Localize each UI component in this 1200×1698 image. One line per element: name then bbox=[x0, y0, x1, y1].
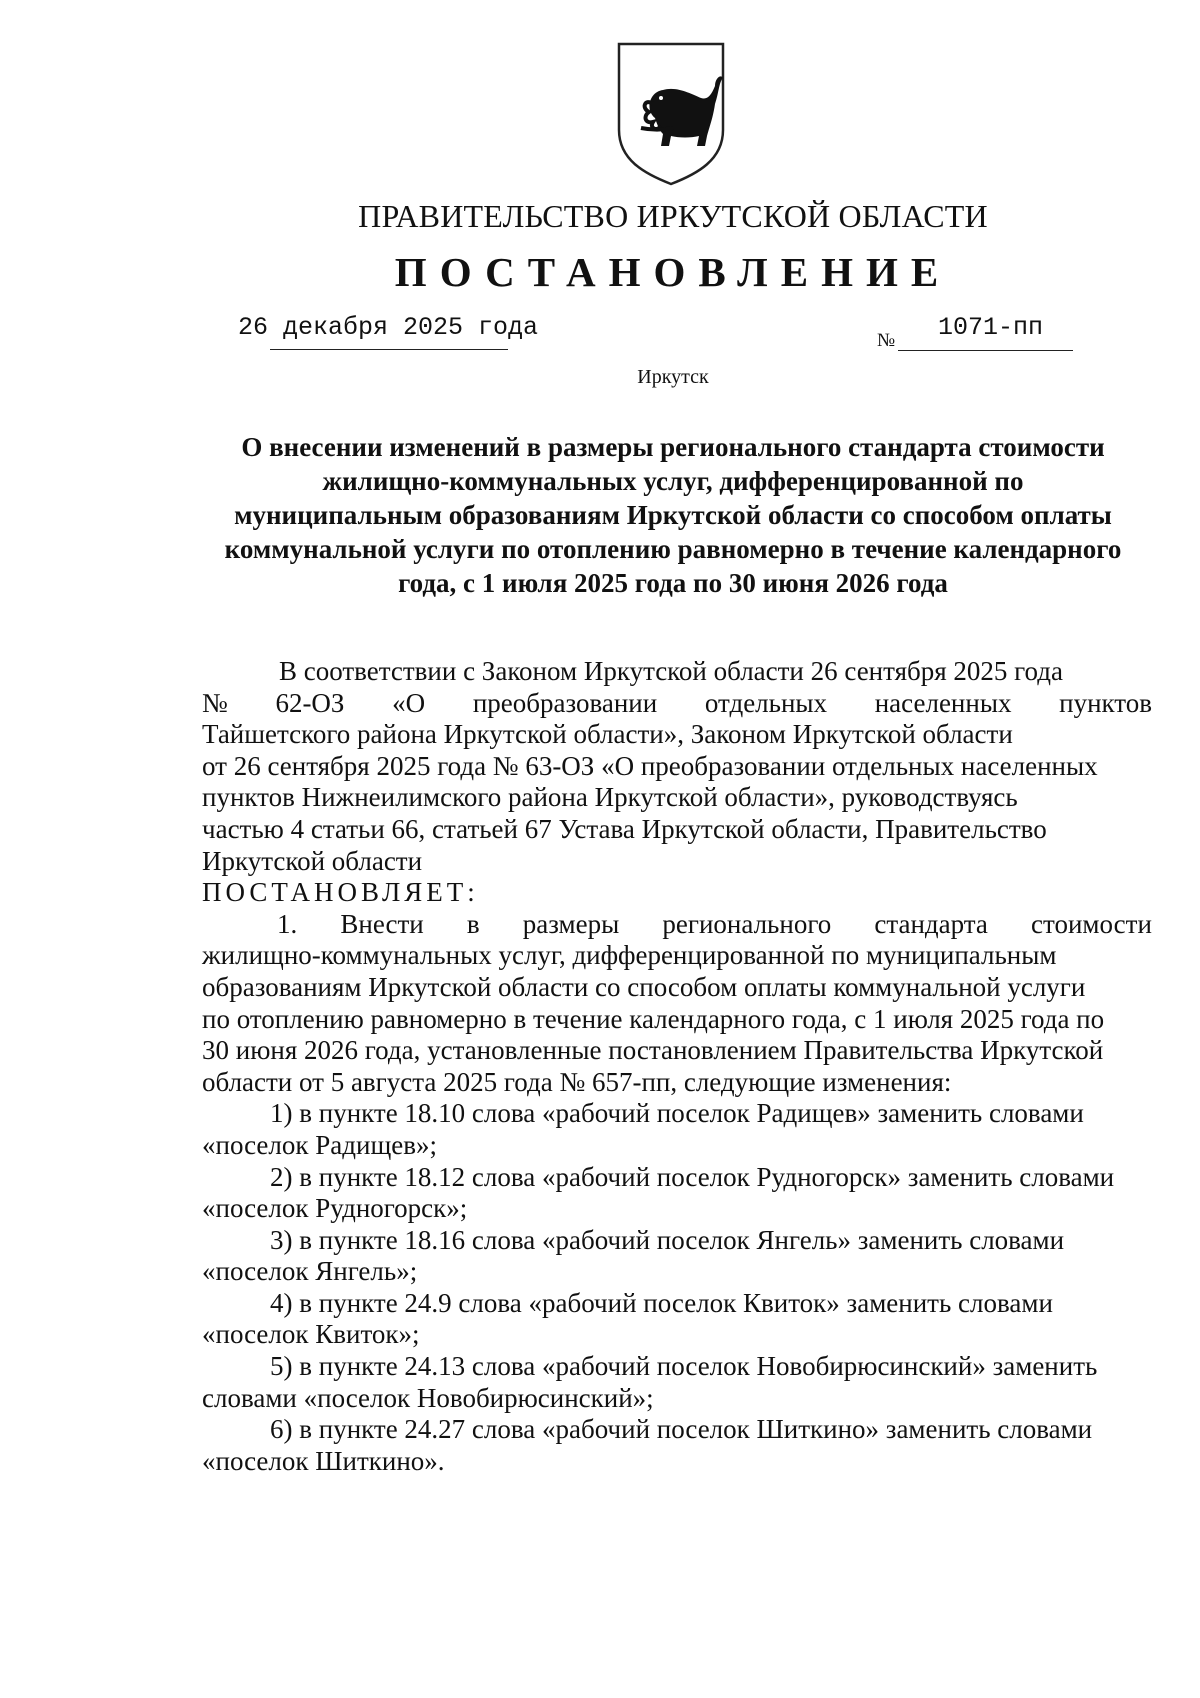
babr-emblem-icon bbox=[611, 38, 731, 186]
title-line: муниципальным образованиям Иркутской области со способом оплаты bbox=[234, 500, 1112, 530]
preamble-line: Иркутской области bbox=[202, 845, 423, 876]
subitem-1-line2: «поселок Радищев»; bbox=[202, 1129, 437, 1160]
word: регионального bbox=[662, 908, 832, 939]
word: в bbox=[466, 908, 480, 939]
city-name: Иркутск bbox=[637, 366, 709, 388]
subitem-6-line2: «поселок Шиткино». bbox=[202, 1445, 445, 1476]
subitem-5-line1: 5) в пункте 24.13 слова «рабочий поселок Новобирюсинский» заменить bbox=[270, 1351, 1098, 1382]
word: пунктов bbox=[1059, 687, 1152, 718]
word: размеры bbox=[522, 908, 620, 939]
resolves-heading: ПОСТАНОВЛЯЕТ: bbox=[202, 877, 479, 908]
document-type-heading: ПОСТАНОВЛЕНИЕ bbox=[394, 249, 952, 295]
coat-of-arms-emblem bbox=[611, 38, 731, 186]
title-line: О внесении изменений в размеры регионального стандарта стоимости bbox=[241, 432, 1105, 462]
number-underline bbox=[898, 350, 1073, 351]
number-sign: № bbox=[877, 330, 896, 351]
document-body bbox=[202, 656, 1152, 1477]
item1-line: области от 5 августа 2025 года № 657-пп, следующие изменения: bbox=[202, 1066, 952, 1097]
document-number: 1071-пп bbox=[938, 313, 1044, 342]
item1-justified-line bbox=[202, 909, 1152, 941]
preamble-line: пунктов Нижнеилимского района Иркутской области», руководствуясь bbox=[202, 782, 1018, 813]
word: населенных bbox=[874, 687, 1012, 718]
item1-line: жилищно-коммунальных услуг, дифференцированной по муниципальным bbox=[202, 940, 1057, 971]
subitem-6-line1: 6) в пункте 24.27 слова «рабочий поселок Шиткино» заменить словами bbox=[270, 1414, 1093, 1445]
word: стоимости bbox=[1031, 908, 1152, 939]
word: № bbox=[202, 687, 228, 718]
word: преобразовании bbox=[472, 687, 658, 718]
date-underline bbox=[270, 349, 508, 350]
subitem-3-line1: 3) в пункте 18.16 слова «рабочий поселок Янгель» заменить словами bbox=[270, 1224, 1065, 1255]
preamble-line: Тайшетского района Иркутской области», Законом Иркутской области bbox=[202, 719, 1013, 750]
word: отдельных bbox=[704, 687, 828, 718]
title-line: коммунальной услуги по отоплению равномерно в течение календарного bbox=[224, 534, 1122, 564]
word: «О bbox=[392, 687, 426, 718]
preamble-line: В соответствии с Законом Иркутской области 26 сентября 2025 года bbox=[279, 656, 1063, 686]
subitem-2-line1: 2) в пункте 18.12 слова «рабочий поселок Рудногорск» заменить словами bbox=[270, 1161, 1115, 1192]
item1-line: по отоплению равномерно в течение календарного года, с 1 июля 2025 года по bbox=[202, 1003, 1105, 1034]
subitem-4-line1: 4) в пункте 24.9 слова «рабочий поселок Квиток» заменить словами bbox=[270, 1287, 1053, 1318]
document-title bbox=[180, 430, 1166, 600]
item1-line: 30 июня 2026 года, установленные постановлением Правительства Иркутской bbox=[202, 1035, 1104, 1066]
document-date-text: 26 декабря 2025 года bbox=[238, 313, 539, 342]
organization-name: ПРАВИТЕЛЬСТВО ИРКУТСКОЙ ОБЛАСТИ bbox=[358, 198, 988, 234]
word: 62-ОЗ bbox=[275, 687, 345, 718]
item1-line: образованиям Иркутской области со способом оплаты коммунальной услуги bbox=[202, 971, 1086, 1002]
subitem-1-line1: 1) в пункте 18.10 слова «рабочий поселок Радищев» заменить словами bbox=[270, 1098, 1084, 1129]
word: Внести bbox=[340, 908, 424, 939]
preamble-line: от 26 сентября 2025 года № 63-ОЗ «О преобразовании отдельных населенных bbox=[202, 750, 1098, 781]
preamble-line: частью 4 статьи 66, статьей 67 Устава Иркутской области, Правительство bbox=[202, 813, 1047, 844]
title-line: года, с 1 июля 2025 года по 30 июня 2026 года bbox=[398, 568, 948, 598]
subitem-5-line2: словами «поселок Новобирюсинский»; bbox=[202, 1382, 654, 1413]
subitem-3-line2: «поселок Янгель»; bbox=[202, 1256, 418, 1287]
title-line: жилищно-коммунальных услуг, дифференцированной по bbox=[322, 466, 1024, 496]
word: 1. bbox=[277, 908, 298, 939]
document-date bbox=[238, 313, 539, 351]
preamble-justified-line bbox=[202, 688, 1152, 720]
subitem-2-line2: «поселок Рудногорск»; bbox=[202, 1193, 468, 1224]
subitem-4-line2: «поселок Квиток»; bbox=[202, 1319, 420, 1350]
word: стандарта bbox=[874, 908, 988, 939]
